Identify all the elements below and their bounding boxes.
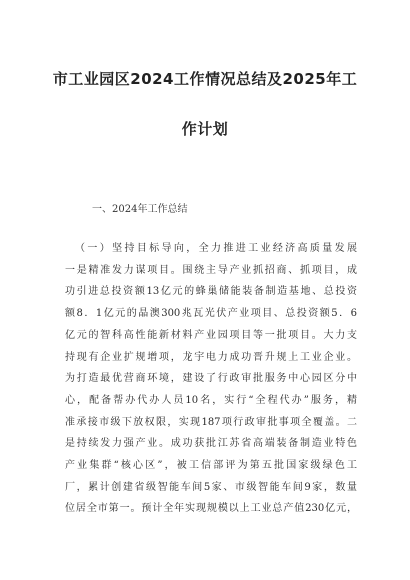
document-title-line-1: 市工业园区2024工作情况总结及2025年工 [52,70,358,88]
body-line: 功引进总投资额13亿元的蜂巢储能装备制造基地、总投资 [65,286,357,298]
body-paragraph [65,238,357,520]
body-line: 持现有企业扩规增项，龙宇电力成功晋升规上工业企业。 [65,351,357,363]
body-line: 亿元的智科高性能新材料产业园项目等一批项目。大力支 [65,329,357,341]
body-line: （一）坚持目标导向，全力推进工业经济高质量发展 [75,243,357,254]
body-line: 额8．1亿元的晶澳300兆瓦光伏产业项目、总投资额5．6 [65,308,357,320]
body-line: 一是精准发力谋项目。围绕主导产业抓招商、抓项目，成 [65,264,357,276]
document-title-line-2: 作计划 [181,120,229,138]
body-line: 位居全市第一。预计全年实现规模以上工业总产值230亿元， [65,503,357,515]
section-heading: 一、2024年工作总结 [92,204,188,215]
body-line: 产业集群“核心区”，被工信部评为第五批国家级绿色工 [65,460,357,472]
body-line: 为打造最优营商环境，建设了行政审批服务中心园区分中 [65,373,357,385]
body-line: 心，配备帮办代办人员10名，实行“全程代办”服务，精 [65,394,357,406]
body-line: 厂，累计创建省级智能车间5家、市级智能车间9家，数量 [65,481,357,493]
body-line: 是持续发力强产业。成功获批江苏省高端装备制造业特色 [65,438,357,450]
body-line: 准承接市级下放权限，实现187项行政审批事项全覆盖。二 [65,416,357,428]
